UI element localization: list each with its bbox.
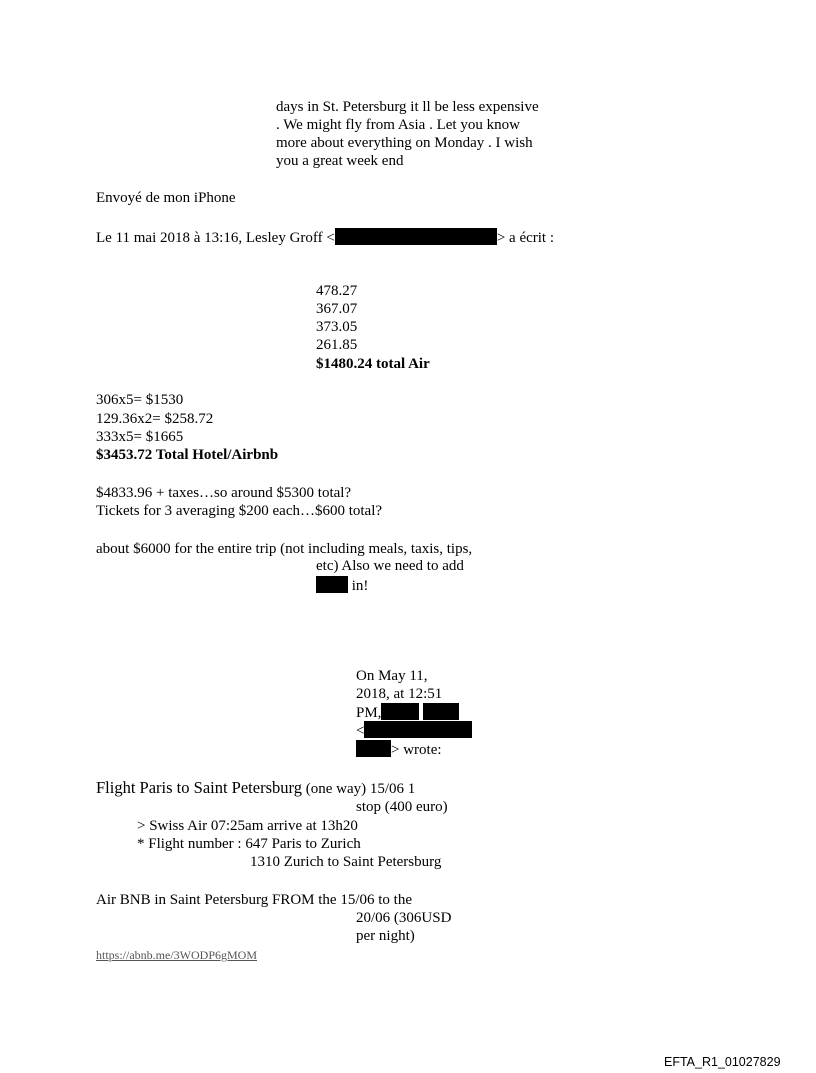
hotel-cost-1: 306x5= $1530 <box>96 392 184 408</box>
inner-quote-line-1: On May 11, <box>356 668 428 684</box>
flight-title-line <box>96 779 415 799</box>
flight-line-3: 1310 Zurich to Saint Petersburg <box>250 854 442 870</box>
inner-quote-line-3 <box>356 703 459 723</box>
trip-note-line-3-text: in! <box>351 578 369 594</box>
reply-line-3: more about everything on Monday . I wish <box>276 135 533 151</box>
airbnb-line-1: Air BNB in Saint Petersburg FROM the 15/06 to the <box>96 892 412 908</box>
estimate-1: $4833.96 + taxes…so around $5300 total? <box>96 485 352 501</box>
redaction-box <box>364 721 472 738</box>
inner-quote-line-2: 2018, at 12:51 <box>356 686 443 702</box>
reply-line-4: you a great week end <box>276 153 404 169</box>
trip-note-line-1: about $6000 for the entire trip (not including meals, taxis, tips, <box>96 541 473 557</box>
signature: Envoyé de mon iPhone <box>96 190 236 206</box>
inner-quote-line-4 <box>356 721 472 741</box>
reply-line-2: . We might fly from Asia . Let you know <box>276 117 520 133</box>
hotel-cost-3: 333x5= $1665 <box>96 429 184 445</box>
inner-quote-lt: < <box>356 723 365 739</box>
inner-quote-line-5 <box>356 740 442 760</box>
reply-line-1: days in St. Petersburg it ll be less expensive <box>276 99 539 115</box>
flight-title: Flight Paris to Saint Petersburg <box>96 778 302 797</box>
flight-title-suffix: (one way) 15/06 1 <box>301 781 416 797</box>
flight-line-1: > Swiss Air 07:25am arrive at 13h20 <box>137 818 358 834</box>
airbnb-link[interactable]: https://abnb.me/3WODP6gMOM <box>96 948 257 962</box>
document-id: EFTA_R1_01027829 <box>664 1055 781 1069</box>
estimate-2: Tickets for 3 averaging $200 each…$600 total? <box>96 503 383 519</box>
air-total: $1480.24 total Air <box>316 356 430 372</box>
hotel-cost-2: 129.36x2= $258.72 <box>96 411 214 427</box>
air-cost-2: 367.07 <box>316 301 358 317</box>
air-cost-4: 261.85 <box>316 337 358 353</box>
trip-note-line-3 <box>316 576 368 596</box>
airbnb-line-3: per night) <box>356 928 415 944</box>
redaction-box <box>335 228 497 245</box>
quote-header <box>96 228 554 248</box>
airbnb-line-2: 20/06 (306USD <box>356 910 452 926</box>
redaction-box <box>381 703 419 720</box>
trip-note-line-2: etc) Also we need to add <box>316 558 464 574</box>
flight-stop: stop (400 euro) <box>356 799 448 815</box>
inner-quote-wrote: > wrote: <box>391 742 442 758</box>
flight-line-2: * Flight number : 647 Paris to Zurich <box>137 836 361 852</box>
redaction-box <box>423 703 459 720</box>
air-cost-3: 373.05 <box>316 319 358 335</box>
hotel-total: $3453.72 Total Hotel/Airbnb <box>96 447 279 463</box>
air-cost-1: 478.27 <box>316 283 358 299</box>
inner-quote-pm: PM, <box>356 705 382 721</box>
quote-header-suffix: > a écrit : <box>496 230 555 246</box>
redaction-box <box>316 576 348 593</box>
quote-header-prefix: Le 11 mai 2018 à 13:16, Lesley Groff < <box>96 230 335 246</box>
redaction-box <box>356 740 391 757</box>
